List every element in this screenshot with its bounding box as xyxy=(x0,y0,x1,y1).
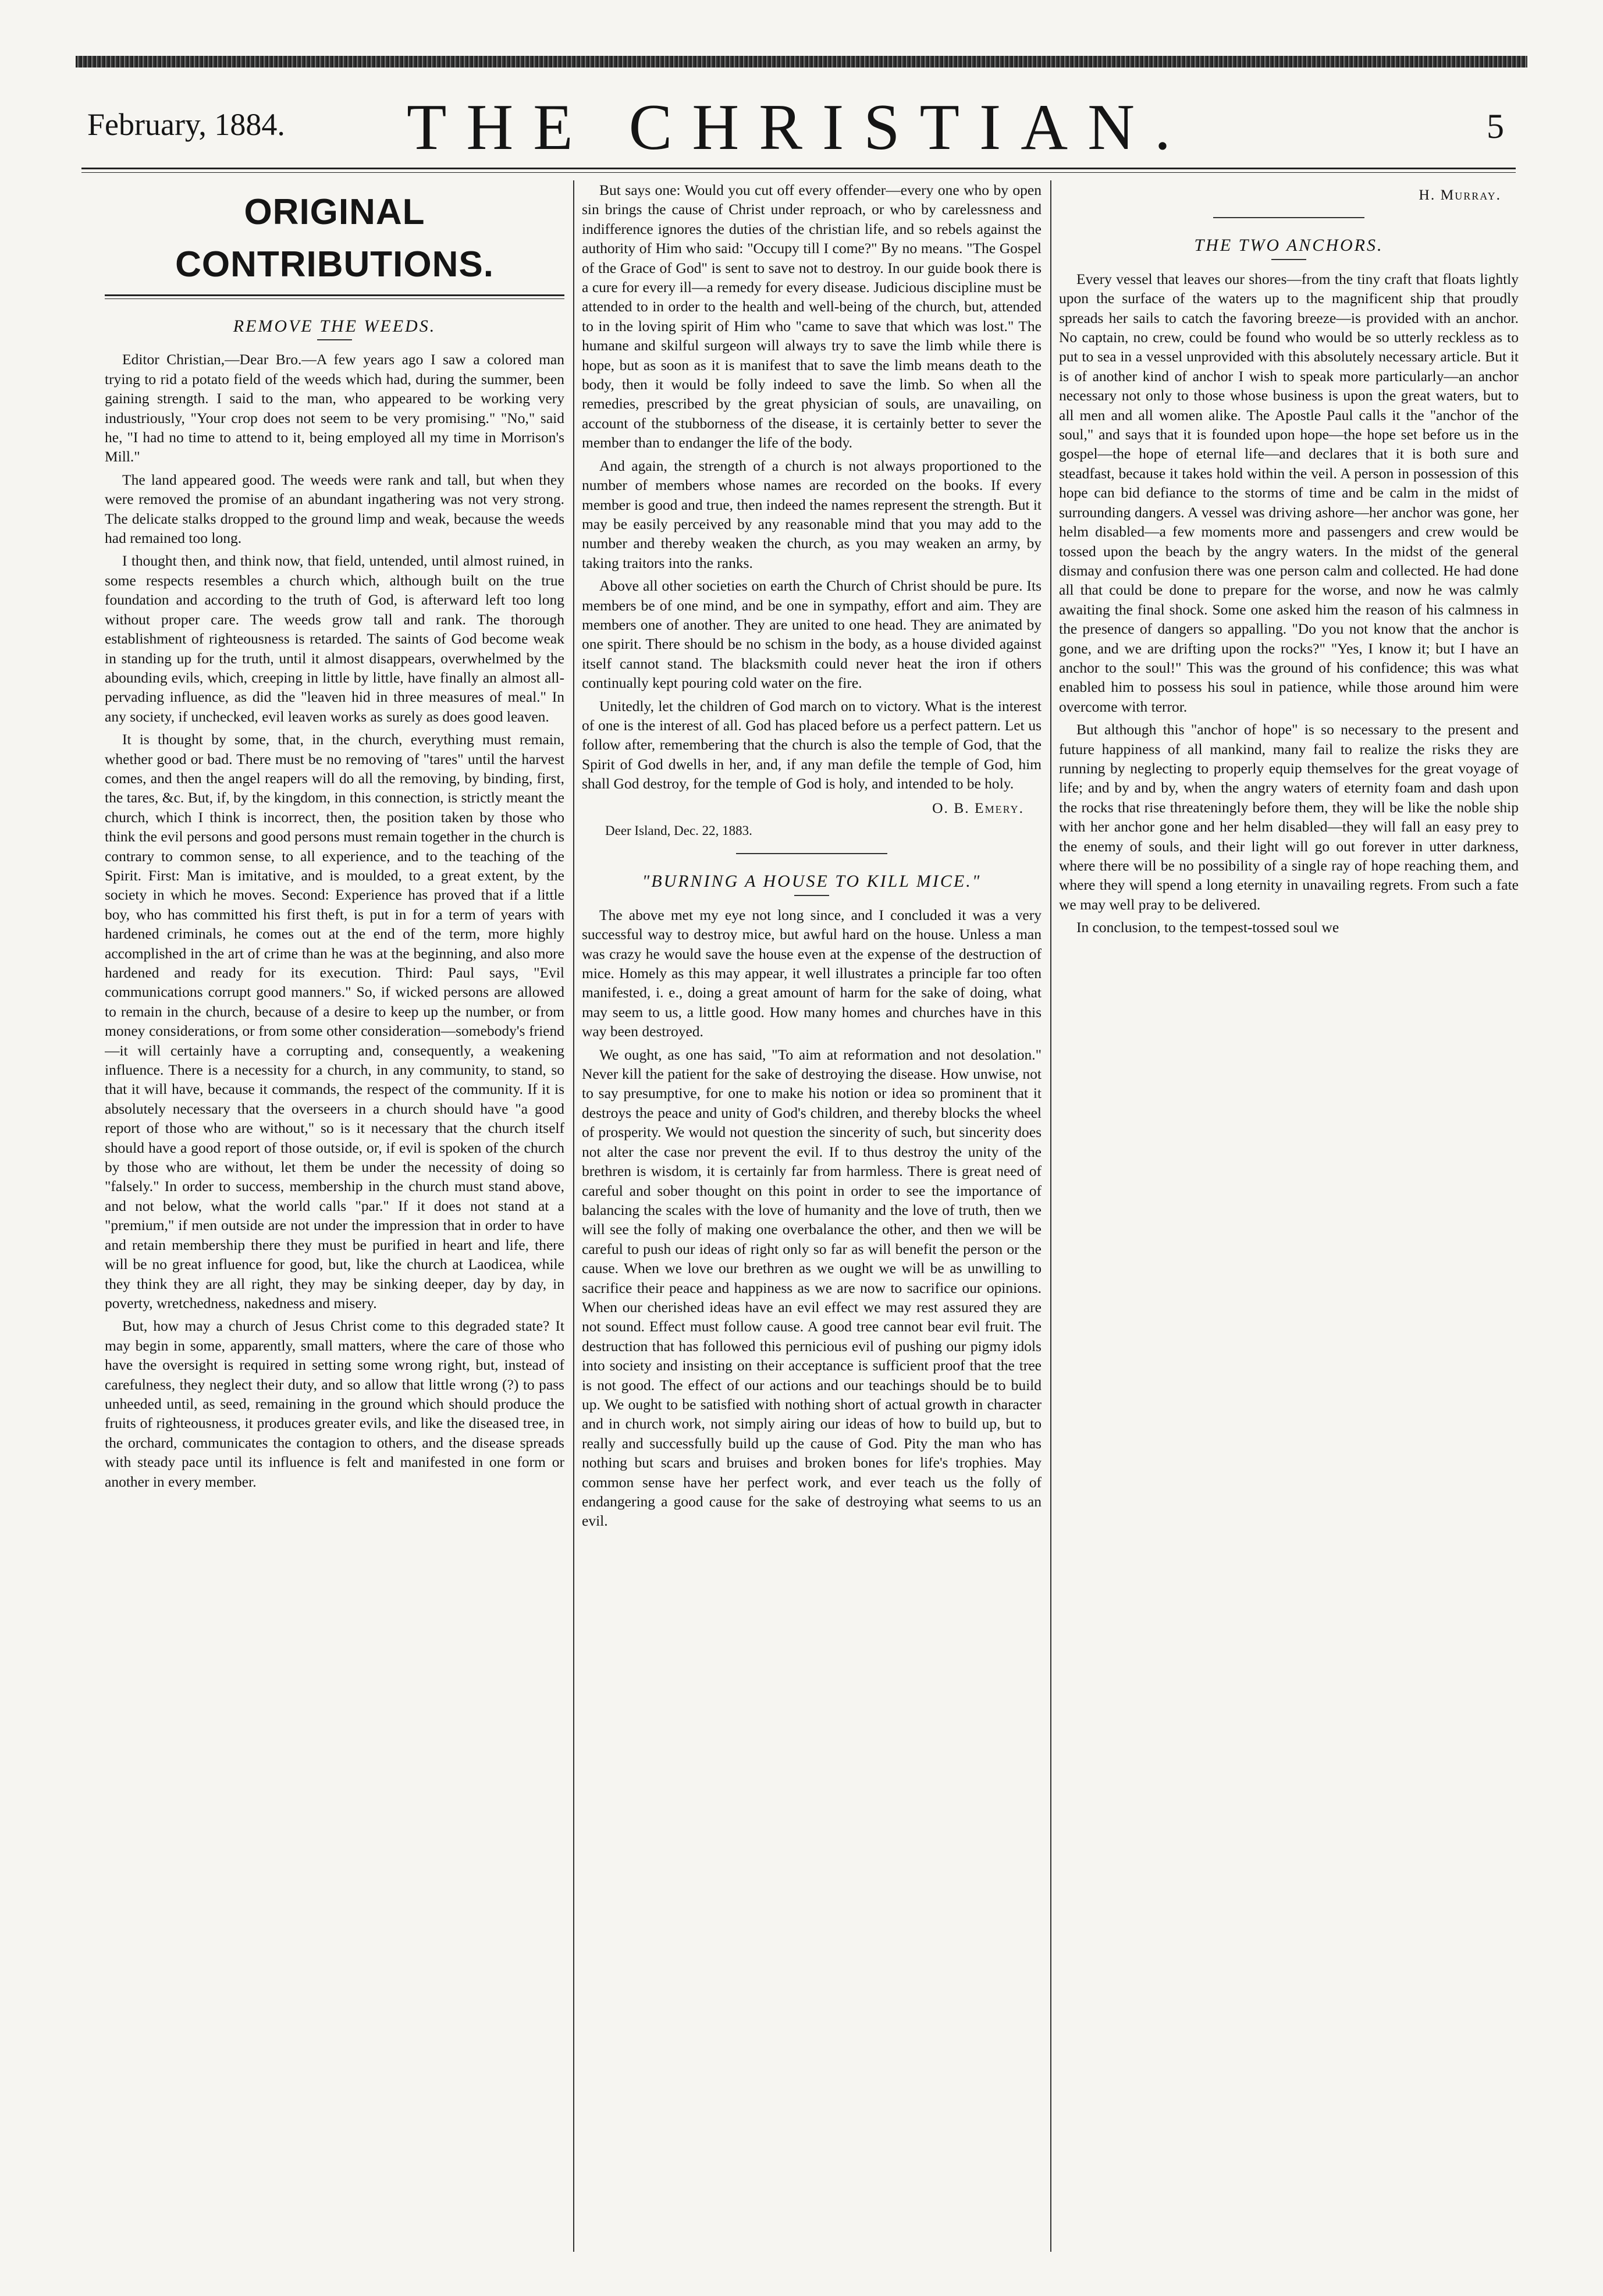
article3-paragraph-3: In conclusion, to the tempest-tossed soul we xyxy=(1076,919,1339,936)
article-title-two-anchors: THE TWO ANCHORS. xyxy=(1194,236,1384,255)
article1-signature: O. B. Emery. xyxy=(932,799,1024,816)
article1-dateline: Deer Island, Dec. 22, 1883. xyxy=(605,823,752,838)
column-rule-2 xyxy=(1050,180,1051,2252)
page-number: 5 xyxy=(1487,107,1504,145)
article3-paragraph-2: But although this "anchor of hope" is so necessary to the present and future happiness of all mankind, many fail to realize the risks they are running by neglecting to properly equip themselves for the great voyage of life; and by and by, when the angry waters of eternity foam and dash upon the rocks that rise threateningly before them, they will be like the noble ship with her anchor gone and her helm disabled—they will fall an easy prey to the enemy of souls, and their light will go out forever in utter darkness, where there will be no possibility of a single ray of hope reaching them, and where they will spend a long eternity in unavailing regrets. From such a fate we may well pray to be delivered. xyxy=(1059,721,1519,913)
masthead xyxy=(81,84,1516,164)
masthead-rule xyxy=(81,168,1516,169)
article1-paragraph-4: It is thought by some, that, in the church, everything must remain, whether good or bad. There must be no removing of "tares" until the harvest comes, and then the angel reapers will do all the removing, by binding, first, the tares, &c. But, if, by the kingdom, in this connection, is strictly meant the church, which I think is incorrect, then, the position taken by those who think the evil persons and good persons must remain together in the church is contrary to common sense, to all experience, and to the teaching of the Spirit. First: Man is imitative, and is moulded, to a great extent, by the society in which he moves. Second: Experience has proved that if a little boy, who has committed his first theft, is put in for a term of years with hardened criminals, he comes out at the end of the term, more highly accomplished in the art of crime than he was at the beginning, and also more hardened and ready for its execution. Third: Paul says, "Evil communications corrupt good manners." So, if wicked persons are allowed to remain in the church, because of a desire to keep up the number, or from money considerations, or from some other consideration—somebody's friend—it will certainly have a corrupting and, consequently, a weakening influence. There is a necessity for a church, in any community, to stand, so that it will have, because it commands, the respect of the community. If it is absolutely necessary that the overseers in a church should have "a good report of those who are without," so is it necessary that the church itself should have a good report of those outside, or, if evil is spoken of the church by those who are without, let them be under the necessity of doing so "falsely." In order to success, membership in the church must stand above, and not below, what the world calls "par." If it does not stand at a "premium," if men outside are not under the impression that in order to have and retain membership there they must be purified in heart and life, there will be no great influence for good, but, like the church at Laodicea, while they think they are all right, they may be sinking deeper, day by day, in poverty, wretchedness, nakedness and misery. xyxy=(105,731,564,1312)
article2-paragraph-1: The above met my eye not long since, and I concluded it was a very successful way to destroy mice, but awful hard on the house. Unless a man was crazy he would save the house even at the expense of the destruction of mice. Homely as this may appear, it well illustrates a principle far too often manifested, i. e., doing a great amount of harm for the sake of doing, what may seem to us, a little good. How many homes and churches have in this way been destroyed. xyxy=(582,906,1042,1040)
column-1 xyxy=(105,180,564,2252)
newspaper-title: THE CHRISTIAN. xyxy=(406,91,1191,164)
article1-paragraph-3: I thought then, and think now, that field, untended, until almost ruined, in some respects resembles a church which, although built on the true foundation and according to the truth of God, is afterward left too long without proper care. The weeds grow tall and rank. The thorough establishment of righteousness is retarded. The saints of God become weak in standing up for the truth, until it almost disappears, overwhelmed by the abounding evils, which, creeping in little by little, have finally an almost all-pervading influence, as did the "leaven hid in three measures of meal." In any society, if unchecked, evil leaven works as surely as does good leaven. xyxy=(105,552,564,725)
section-rule xyxy=(105,294,564,296)
section-rule-thin xyxy=(105,298,564,299)
article-title-burning-a-house: "BURNING A HOUSE TO KILL MICE." xyxy=(642,872,982,891)
top-ornament-band xyxy=(76,56,1527,67)
article1-paragraph-9: Unitedly, let the children of God march on to victory. What is the interest of one is the interest of all. God has placed before us a perfect pattern. Let us follow after, remembering that the church is also the temple of God, that the Spirit of God dwells in her, and, if any man defile the temple of God, him shall God destroy, for the temple of God is holy, and intended to be holy. xyxy=(582,697,1042,792)
article1-paragraph-2: The land appeared good. The weeds were rank and tall, but when they were removed the promise of an abundant ingathering was not very strong. The delicate stalks dropped to the ground limp and weak, because the weeds had remained too long. xyxy=(105,471,564,547)
article1-paragraph-1: Editor Christian,—Dear Bro.—A few years ago I saw a colored man trying to rid a potato field of the weeds which had, during the summer, been gaining strength. I said to the man, who appeared to be working very industriously, "Your crop does not seem to be very promising." "No," said he, "I had no time to attend to it, being employed all my time in Morrison's Mill." xyxy=(105,351,564,465)
article2-signature: H. Murray. xyxy=(1419,186,1501,203)
article-separator xyxy=(1213,217,1364,218)
article-separator xyxy=(736,853,887,854)
article1-paragraph-7: And again, the strength of a church is not always proportioned to the number of members whose names are recorded on the books. If every member is good and true, then indeed the names represent the strength. But it may be easily perceived by any reasonable mind that you may add to the number and thereby weaken the church, as you may weaken an army, by taking traitors into the ranks. xyxy=(582,457,1042,571)
column-3 xyxy=(1059,180,1519,2252)
masthead-rule-thin xyxy=(81,172,1516,173)
section-heading: ORIGINAL CONTRIBUTIONS. xyxy=(175,192,494,285)
article1-paragraph-6: But says one: Would you cut off every offender—every one who by open sin brings the cause of Christ under reproach, or who by carelessness and indifference ignores the duties of the christian life, and so rebels against the authority of Him who said: "Occupy till I come?" By no means. "The Gospel of the Grace of God" is sent to save not to destroy. In our guide book there is a cure for every ill—a remedy for every disease. Judicious discipline must be attended to in order to the health and well-being of the church, but, attended to in the loving spirit of Him who "came to save that which was lost." The humane and skilful surgeon will always try to save the limb while there is hope, but as soon as it is manifest that to save the limb means death to the body, then it would be folly indeed to save the limb. So when all the remedies, prescribed by the great physician of souls, are unavailing, on account of the stubborness of the disease, it is certainly better to sever the member than to endanger the life of the body. xyxy=(582,182,1042,452)
article3-paragraph-1: Every vessel that leaves our shores—from the tiny craft that floats lightly upon the surface of the waters up to the magnificent ship that proudly spreads her sails to catch the favoring breeze—is provided with an anchor. No captain, no crew, could be found who would be so utterly reckless as to put to sea in a vessel unprovided with this absolutely necessary article. But it is of another kind of anchor I wish to speak more particularly—an anchor necessary not only to those whose business is upon the great waters, but to all men and all women alike. The Apostle Paul calls it the "anchor of the soul," and says that it is founded upon hope—the hope set before us in the gospel—the hope of eternal life—and declares that it is both sure and steadfast, because it takes hold within the veil. A person in possession of this hope can bid defiance to the storms of time and be calm in the midst of surrounding dangers. A vessel was driving ashore—her anchor was gone, her helm disabled—a few moments more and passengers and crew would be tossed upon the beach by the angry waters. In the midst of the general dismay and confusion there was one person calm and collected. He had done all that could be done to prepare for the worse, and now he was calmly awaiting the final shock. Some one asked him the reason of his calmness in the presence of dangers so appalling. "Do you not know that the anchor is gone, and we are drifting upon the rocks?" "Yes, I know it; but I have an anchor to the soul!" This was the ground of his confidence; this was what enabled him to possess his soul in patience, while those around him were overcome with terror. xyxy=(1059,270,1519,715)
article2-paragraph-2: We ought, as one has said, "To aim at reformation and not desolation." Never kill the patient for the sake of destroying the disease. How unwise, not to say presumptive, for one to make his notion or idea so prominent that it destroys the peace and unity of God's children, and thereby blocks the wheel of prosperity. We would not question the sincerity of such, but sincerity does not alter the case nor prevent the evil. If to thus destroy the unity of the brethren is wisdom, it is certainly far from harmless. There is great need of careful and sober thought on this point in order to see the importance of balancing the scales with the love of humanity and the love of truth, then we will see the folly of making one overbalance the other, and then we will be careful to push our ideas of right only so far as will benefit the person or the cause. When we love our brethren as we ought we will be as unwilling to sacrifice their peace and happiness as we are now to sacrifice our opinions. When our cherished ideas have an evil effect we may rest assured they are not sound. Effect must follow cause. A good tree cannot bear evil fruit. The destruction that has followed this pernicious evil of pushing our pigmy idols into society and insisting on their acceptance is sufficient proof that the tree is not good. The effect of our actions and our teachings should be to build up. We ought to be satisfied with nothing short of actual growth in character and in church work, not simply airing our ideas of how to build up, but to really and successfully build up the cause of God. Pity the man who has nothing but scars and bruises and broken bones for life's trophies. May common sense have her perfect work, and ever teach us the folly of endangering a good cause for the sake of destroying what seems to us an evil. xyxy=(582,1046,1042,1530)
title-rule xyxy=(1271,259,1306,260)
issue-date: February, 1884. xyxy=(87,107,285,142)
article-title-remove-the-weeds: REMOVE THE WEEDS. xyxy=(233,317,436,336)
article1-paragraph-8: Above all other societies on earth the Church of Christ should be pure. Its members be of one mind, and be one in sympathy, effort and aim. They are members one of another. They are united to one head. They are animated by one spirit. There should be no schism in the body, as a house divided against itself cannot stand. The blacksmith could never heat the iron if others continually kept pouring cold water on the fire. xyxy=(582,577,1042,692)
title-rule xyxy=(794,895,829,896)
column-2 xyxy=(582,180,1042,2252)
column-rule-1 xyxy=(573,180,574,2252)
article1-paragraph-5: But, how may a church of Jesus Christ come to this degraded state? It may begin in some, apparently, small matters, where the care of those who have the oversight is required in setting some wrong right, but, instead of carefulness, they neglect their duty, and so allow that little wrong (?) to pass unheeded until, as seed, remaining in the ground which should produce the fruits of righteousness, it produces greater evils, and like the diseased tree, in the orchard, communicates the contagion to others, and the disease spreads with steady pace until its influence is felt and manifested in one form or another in every member. xyxy=(105,1317,564,1490)
title-rule xyxy=(317,339,352,340)
